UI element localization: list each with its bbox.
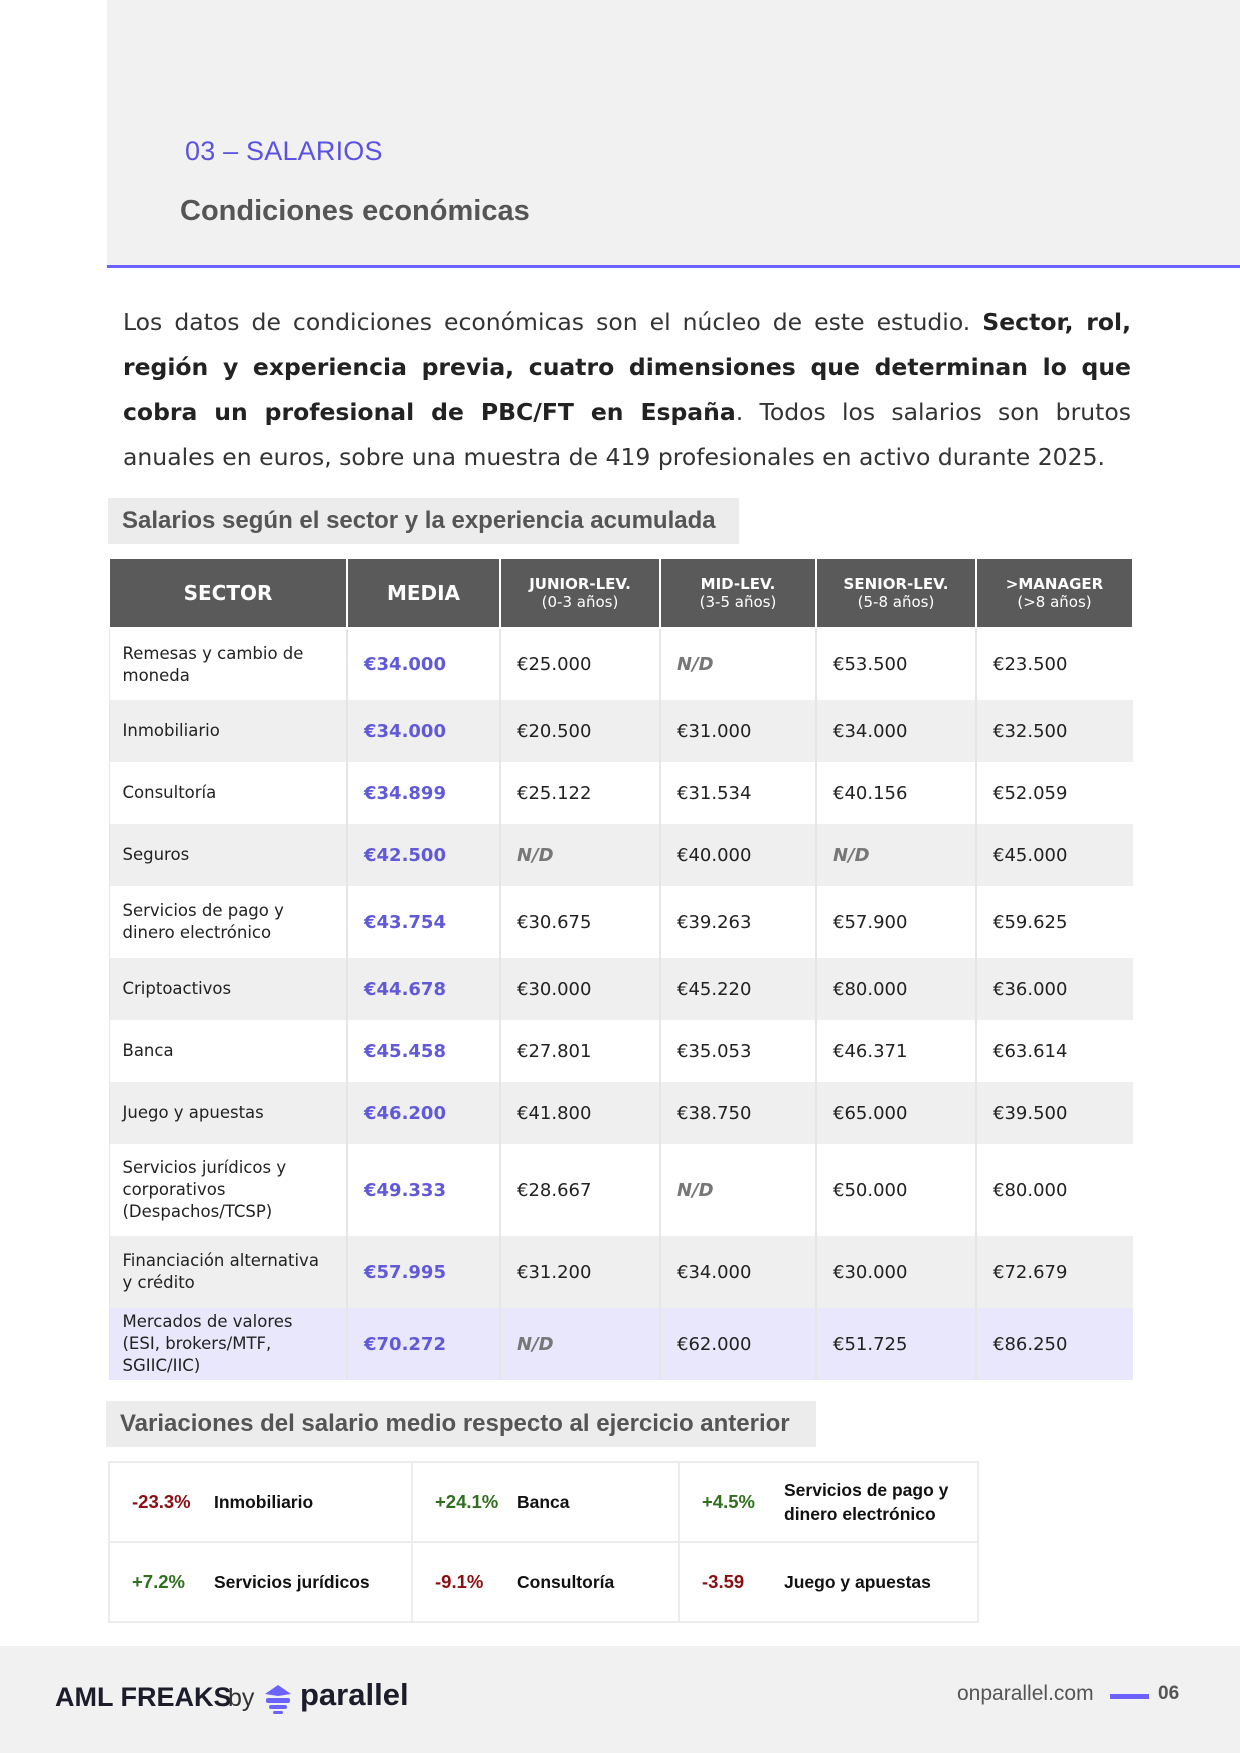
- variation-sector: Juego y apuestas: [784, 1572, 931, 1592]
- cell-senior: €30.000: [816, 1236, 976, 1308]
- cell-senior: €57.900: [816, 886, 976, 958]
- cell-mid: N/D: [660, 1144, 816, 1236]
- variation-percent: -23.3%: [132, 1491, 191, 1512]
- cell-media: €42.500: [347, 824, 500, 886]
- variation-item: [412, 1542, 679, 1622]
- header-senior: SENIOR-LEV. (5-8 años): [816, 558, 976, 628]
- section-label: 03 – SALARIOS: [185, 136, 383, 166]
- cell-mid: €45.220: [660, 958, 816, 1020]
- header-mid: MID-LEV. (3-5 años): [660, 558, 816, 628]
- cell-sector: Consultoría: [109, 762, 347, 824]
- brand-name: AML FREAKS: [55, 1682, 232, 1712]
- cell-mid: €31.534: [660, 762, 816, 824]
- cell-junior: €27.801: [500, 1020, 660, 1082]
- cell-media: €70.272: [347, 1308, 500, 1380]
- variation-item: [679, 1542, 978, 1622]
- variation-sector: Servicios jurídicos: [214, 1572, 370, 1592]
- page-number: 06: [1158, 1683, 1180, 1704]
- salary-table: [108, 557, 1134, 1380]
- cell-media: €46.200: [347, 1082, 500, 1144]
- cell-junior: €20.500: [500, 700, 660, 762]
- variation-sector: Servicios de pago y dinero electrónico: [784, 1480, 949, 1524]
- cell-mid: €35.053: [660, 1020, 816, 1082]
- variations-row: [109, 1462, 978, 1542]
- cell-mid: €34.000: [660, 1236, 816, 1308]
- variations-table: [108, 1461, 979, 1623]
- cell-senior: €80.000: [816, 958, 976, 1020]
- cell-manager: €23.500: [976, 628, 1133, 700]
- salary-table-header: [109, 558, 1133, 628]
- cell-manager: €39.500: [976, 1082, 1133, 1144]
- cell-manager: €59.625: [976, 886, 1133, 958]
- cell-mid: €40.000: [660, 824, 816, 886]
- variation-item: [109, 1542, 412, 1622]
- table-row: [109, 1144, 1133, 1236]
- cell-mid: €39.263: [660, 886, 816, 958]
- cell-manager: €36.000: [976, 958, 1133, 1020]
- cell-sector: Servicios de pago y dinero electrónico: [109, 886, 347, 958]
- variation-sector: Inmobiliario: [214, 1492, 314, 1512]
- table-row: [109, 1236, 1133, 1308]
- table-row: [109, 762, 1133, 824]
- brand-by: by: [228, 1684, 255, 1712]
- cell-sector: Inmobiliario: [109, 700, 347, 762]
- parallel-logo-icon: [263, 1683, 293, 1715]
- variation-percent: +7.2%: [132, 1571, 185, 1592]
- cell-junior: N/D: [500, 824, 660, 886]
- cell-media: €43.754: [347, 886, 500, 958]
- header-media: MEDIA: [347, 558, 500, 628]
- cell-manager: €80.000: [976, 1144, 1133, 1236]
- intro-paragraph: [123, 300, 1131, 480]
- table-row: [109, 958, 1133, 1020]
- cell-sector: Remesas y cambio de moneda: [109, 628, 347, 700]
- cell-senior: €50.000: [816, 1144, 976, 1236]
- intro-text-1: Los datos de condiciones económicas son el núcleo de este estudio.: [123, 308, 983, 336]
- cell-sector: Mercados de valores (ESI, brokers/MTF, SGIIC/IIC): [109, 1308, 347, 1380]
- variations-row: [109, 1542, 978, 1622]
- cell-mid: N/D: [660, 628, 816, 700]
- cell-senior: €53.500: [816, 628, 976, 700]
- cell-senior: €34.000: [816, 700, 976, 762]
- variation-percent: -3.59: [702, 1571, 745, 1592]
- cell-junior: €25.000: [500, 628, 660, 700]
- salary-table-subtitle: Salarios según el sector y la experiencia acumulada: [108, 498, 739, 544]
- cell-junior: €25.122: [500, 762, 660, 824]
- table-row: [109, 886, 1133, 958]
- variation-sector: Banca: [517, 1492, 570, 1512]
- cell-media: €45.458: [347, 1020, 500, 1082]
- cell-junior: €30.675: [500, 886, 660, 958]
- page-indicator-bar: [1110, 1694, 1149, 1699]
- cell-sector: Seguros: [109, 824, 347, 886]
- table-row: [109, 1308, 1133, 1380]
- cell-manager: €72.679: [976, 1236, 1133, 1308]
- cell-junior: €30.000: [500, 958, 660, 1020]
- cell-junior: €28.667: [500, 1144, 660, 1236]
- partner-name: parallel: [300, 1677, 409, 1712]
- variations-subtitle: Variaciones del salario medio respecto al ejercicio anterior: [106, 1401, 816, 1447]
- cell-mid: €38.750: [660, 1082, 816, 1144]
- cell-senior: €40.156: [816, 762, 976, 824]
- cell-manager: €52.059: [976, 762, 1133, 824]
- variation-item: [412, 1462, 679, 1542]
- website-link[interactable]: onparallel.com: [957, 1682, 1094, 1705]
- intro-text-2: . Todos los salarios son brutos anuales en euros, sobre una muestra de 419 profesionales en activo durante 2025.: [123, 398, 1131, 471]
- cell-mid: €62.000: [660, 1308, 816, 1380]
- cell-manager: €63.614: [976, 1020, 1133, 1082]
- variation-percent: +4.5%: [702, 1491, 755, 1512]
- variation-sector: Consultoría: [517, 1572, 615, 1592]
- cell-senior: €46.371: [816, 1020, 976, 1082]
- cell-manager: €45.000: [976, 824, 1133, 886]
- cell-media: €44.678: [347, 958, 500, 1020]
- variation-percent: +24.1%: [435, 1491, 499, 1512]
- table-row: [109, 700, 1133, 762]
- cell-sector: Criptoactivos: [109, 958, 347, 1020]
- cell-senior: €51.725: [816, 1308, 976, 1380]
- cell-manager: €86.250: [976, 1308, 1133, 1380]
- variation-percent: -9.1%: [435, 1571, 484, 1592]
- cell-senior: N/D: [816, 824, 976, 886]
- cell-media: €57.995: [347, 1236, 500, 1308]
- cell-manager: €32.500: [976, 700, 1133, 762]
- cell-junior: €41.800: [500, 1082, 660, 1144]
- cell-sector: Banca: [109, 1020, 347, 1082]
- cell-sector: Financiación alternativa y crédito: [109, 1236, 347, 1308]
- cell-media: €34.000: [347, 700, 500, 762]
- intro-text-bold: Sector, rol, región y experiencia previa, cuatro dimensiones que determinan lo que cobra un profesional de PBC/FT en España: [123, 308, 1131, 426]
- header-sector: SECTOR: [109, 558, 347, 628]
- table-row: [109, 1082, 1133, 1144]
- cell-media: €34.899: [347, 762, 500, 824]
- table-row: [109, 824, 1133, 886]
- cell-sector: Servicios jurídicos y corporativos (Despachos/TCSP): [109, 1144, 347, 1236]
- cell-media: €34.000: [347, 628, 500, 700]
- cell-junior: N/D: [500, 1308, 660, 1380]
- cell-senior: €65.000: [816, 1082, 976, 1144]
- cell-sector: Juego y apuestas: [109, 1082, 347, 1144]
- cell-mid: €31.000: [660, 700, 816, 762]
- header-manager: >MANAGER (>8 años): [976, 558, 1133, 628]
- variation-item: [679, 1462, 978, 1542]
- table-row: [109, 628, 1133, 700]
- cell-media: €49.333: [347, 1144, 500, 1236]
- table-row: [109, 1020, 1133, 1082]
- header-junior: JUNIOR-LEV. (0-3 años): [500, 558, 660, 628]
- section-title: Condiciones económicas: [180, 195, 530, 227]
- variation-item: [109, 1462, 412, 1542]
- cell-junior: €31.200: [500, 1236, 660, 1308]
